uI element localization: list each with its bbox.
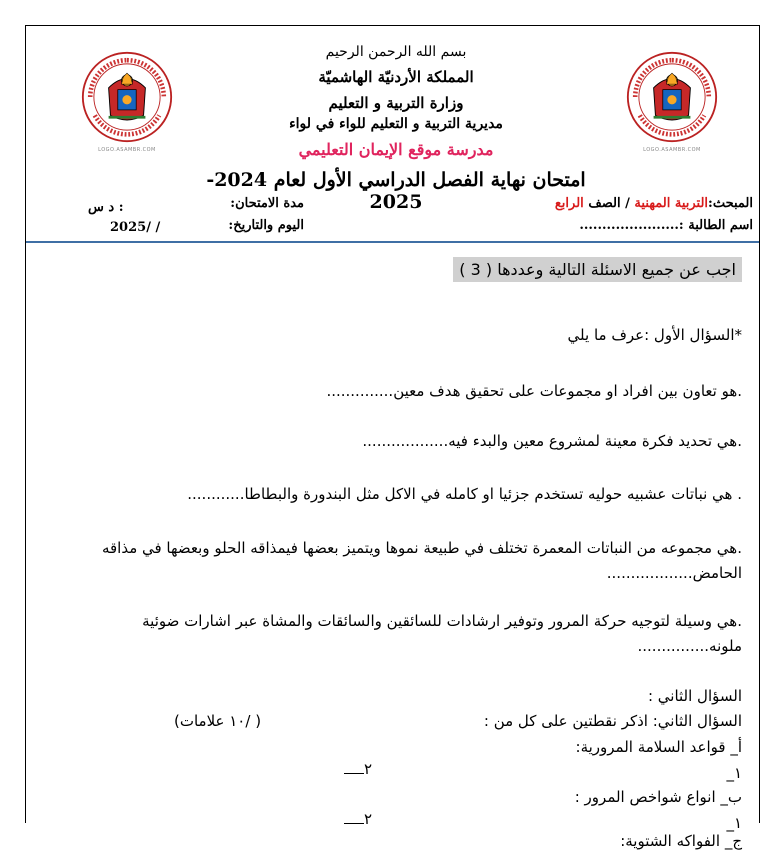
q2-b-point-2-number: ٢ — [364, 810, 373, 828]
ministry-emblem-left — [81, 51, 173, 143]
exam-page — [25, 25, 760, 850]
subject-label: المبحث: — [708, 196, 753, 211]
q2-title: السؤال الثاني : — [647, 687, 742, 705]
instruction-box: اجب عن جميع الاسئلة التالية وعددها ( 3 ) — [453, 257, 742, 282]
exam-title: امتحان نهاية الفصل الدراسي الأول لعام 2024-2025 — [206, 169, 586, 213]
q2-a-point-1: ١_ — [726, 764, 742, 782]
school-name: مدرسة موقع الإيمان التعليمي — [298, 140, 494, 159]
duration-label: مدة الامتحان: — [230, 196, 304, 211]
directorate-title: مديرية التربية و التعليم للواء في لواء — [289, 116, 503, 132]
q2-part-c: ج_ الفواكه الشتوية: — [620, 832, 742, 850]
q2-a-point-2-number: ٢ — [364, 760, 373, 778]
basmala: بسم الله الرحمن الرحيم — [325, 44, 467, 60]
kingdom-title: المملكة الأردنيّة الهاشميّة — [318, 68, 474, 86]
q1-item-4: .هي مجموعه من النباتات المعمرة تختلف في طبيعة نموها ويتميز بعضها فيمذاقه الحلو وبعضها في مذاقه الحامض.................. — [101, 539, 742, 582]
q2-subtitle: السؤال الثاني: اذكر نقطتين على كل من : — [483, 712, 742, 730]
header-divider — [26, 241, 759, 243]
date-value: / /2025 — [110, 220, 161, 235]
q2-b-point-1: ١_ — [726, 814, 742, 832]
subject-value: التربية المهنية — [634, 196, 709, 211]
q2-part-a: أ_ قواعد السلامة المرورية: — [575, 738, 742, 756]
q2-part-b: ب_ انواع شواخص المرور : — [574, 788, 742, 806]
answer-blank — [344, 823, 364, 824]
q1-item-2: .هي تحديد فكرة معينة لمشروع معين والبدء فيه.................. — [362, 432, 742, 450]
q1-item-5: .هي وسيلة لتوجيه حركة المرور وتوفير ارشادات للسائقين والسائقات والمشاة عبر اشارات ضوئية ملونه............... — [142, 612, 742, 655]
q2-a-point-2 — [344, 760, 372, 778]
answer-blank — [344, 773, 364, 774]
student-name-line: اسم الطالبة :...................... — [579, 218, 753, 233]
ministry-emblem-right — [626, 51, 718, 143]
logo-caption-right: LOGO.ASAMBR.COM — [643, 147, 701, 153]
q2-b-point-2 — [344, 810, 372, 828]
ministry-title: وزارة التربية و التعليم — [328, 94, 464, 112]
subject-grade-line — [555, 196, 753, 211]
q1-title: *السؤال الأول :عرف ما يلي — [567, 326, 742, 344]
grade-value: الرابع — [554, 196, 584, 211]
q1-item-3: . هي نباتات عشبيه حوليه تستخدم جزئيا او كامله في الاكل مثل البندورة والبطاطا............ — [187, 485, 742, 503]
q2-marks: ( /١٠ علامات) — [174, 712, 262, 730]
grade-separator: / الصف — [588, 196, 630, 211]
date-label: اليوم والتاريخ: — [228, 218, 304, 233]
logo-caption-left: LOGO.ASAMBR.COM — [98, 147, 156, 153]
q1-item-1: .هو تعاون بين افراد او مجموعات على تحقيق هدف معين.............. — [326, 382, 742, 400]
duration-value: : د س — [88, 200, 124, 215]
